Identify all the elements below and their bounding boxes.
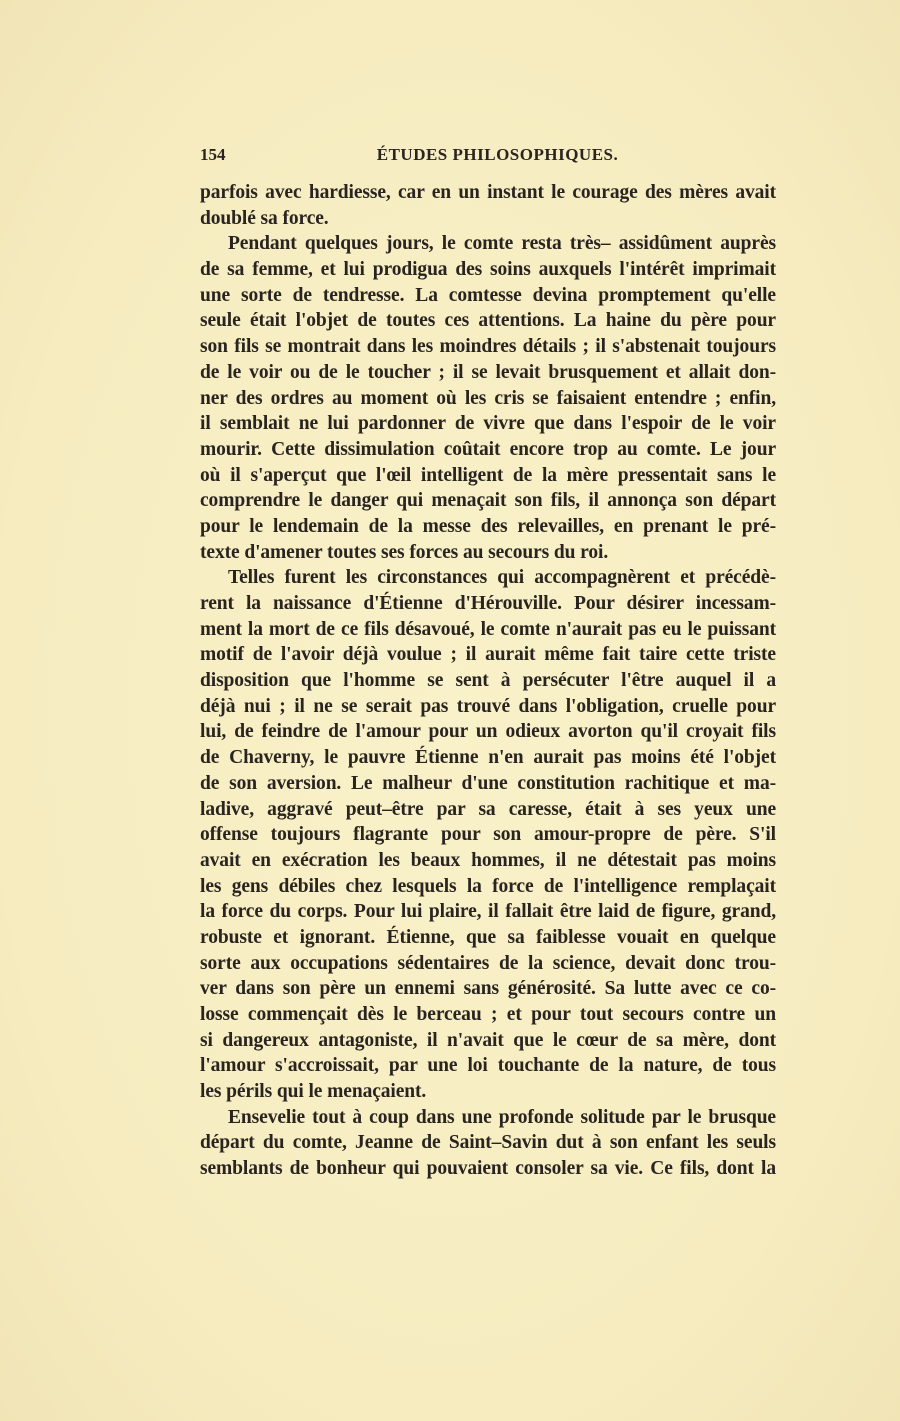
text-line: texte d'amener toutes ses forces au secours du roi. (200, 541, 609, 563)
text-line: ner des ordres au moment où les cris se faisaient entendre ; enfin, (200, 387, 776, 409)
page-header (200, 145, 775, 171)
text-line: doublé sa force. (200, 207, 329, 229)
text-line: losse commençait dès le berceau ; et pour tout secours contre un (200, 1004, 776, 1025)
text-line: parfois avec hardiesse, car en un instant le courage des mères avait (200, 182, 776, 203)
text-line: ment la mort de ce fils désavoué, le comte n'aurait pas eu le puissant (200, 618, 776, 640)
text-line: Telles furent les circonstances qui accompagnèrent et précédè- (228, 567, 776, 589)
text-line: disposition que l'homme se sent à persécuter l'être auquel il a (200, 670, 776, 692)
text-line: comprendre le danger qui menaçait son fils, il annonça son départ (200, 490, 776, 512)
text-line: ver dans son père un ennemi sans générosité. Sa lutte avec ce co- (200, 978, 776, 1000)
text-line: sorte aux occupations sédentaires de la science, devait donc trou- (200, 952, 776, 974)
text-line: semblants de bonheur qui pouvaient consoler sa vie. Ce fils, dont la (200, 1158, 776, 1180)
text-line: l'amour s'accroissait, par une loi touchante de la nature, de tous (200, 1055, 776, 1077)
text-line: lui, de feindre de l'amour pour un odieux avorton qu'il croyait fils (200, 721, 776, 743)
text-line: les périls qui le menaçaient. (200, 1081, 427, 1103)
running-title: ÉTUDES PHILOSOPHIQUES. (376, 145, 619, 164)
text-line: la force du corps. Pour lui plaire, il fallait être laid de figure, grand, (200, 901, 776, 923)
page-number: 154 (200, 145, 226, 164)
text-line: mourir. Cette dissimulation coûtait encore trop au comte. Le jour (200, 438, 776, 460)
text-line: de le voir ou de le toucher ; il se levait brusquement et allait don- (200, 361, 776, 383)
text-line: motif de l'avoir déjà voulue ; il aurait même fait taire cette triste (200, 644, 776, 666)
text-line: offense toujours flagrante pour son amour-propre de père. S'il (200, 824, 776, 846)
text-line: si dangereux antagoniste, il n'avait que le cœur de sa mère, dont (200, 1029, 776, 1051)
text-line: robuste et ignorant. Étienne, que sa faiblesse vouait en quelque (200, 926, 776, 948)
body-text (200, 180, 776, 1182)
text-line: de sa femme, et lui prodigua des soins auxquels l'intérêt imprimait (200, 259, 776, 281)
text-line: où il s'aperçut que l'œil intelligent de la mère pressentait sans le (200, 464, 776, 486)
text-line: de son aversion. Le malheur d'une constitution rachitique et ma- (200, 772, 776, 794)
text-line: départ du comte, Jeanne de Saint–Savin dut à son enfant les seuls (200, 1132, 776, 1154)
text-line: déjà nui ; il ne se serait pas trouvé dans l'obligation, cruelle pour (200, 695, 776, 717)
text-line: les gens débiles chez lesquels la force de l'intelligence remplaçait (200, 875, 776, 897)
text-line: Ensevelie tout à coup dans une profonde solitude par le brusque (228, 1106, 776, 1128)
text-line: pour le lendemain de la messe des relevailles, en prenant le pré- (200, 515, 776, 537)
text-line: seule était l'objet de toutes ces attentions. La haine du père pour (200, 310, 776, 332)
text-line: une sorte de tendresse. La comtesse devina promptement qu'elle (200, 284, 776, 306)
text-line: de Chaverny, le pauvre Étienne n'en aurait pas moins été l'objet (200, 747, 776, 769)
text-line: son fils se montrait dans les moindres détails ; il s'abstenait toujours (200, 336, 776, 358)
text-line: ladive, aggravé peut–être par sa caresse, était à ses yeux une (200, 798, 776, 820)
text-line: avait en exécration les beaux hommes, il ne détestait pas moins (200, 849, 776, 871)
text-line: Pendant quelques jours, le comte resta très– assidûment auprès (228, 233, 776, 255)
text-line: rent la naissance d'Étienne d'Hérouville. Pour désirer incessam- (200, 593, 776, 614)
text-line: il semblait ne lui pardonner de vivre que dans l'espoir de le voir (200, 413, 776, 435)
